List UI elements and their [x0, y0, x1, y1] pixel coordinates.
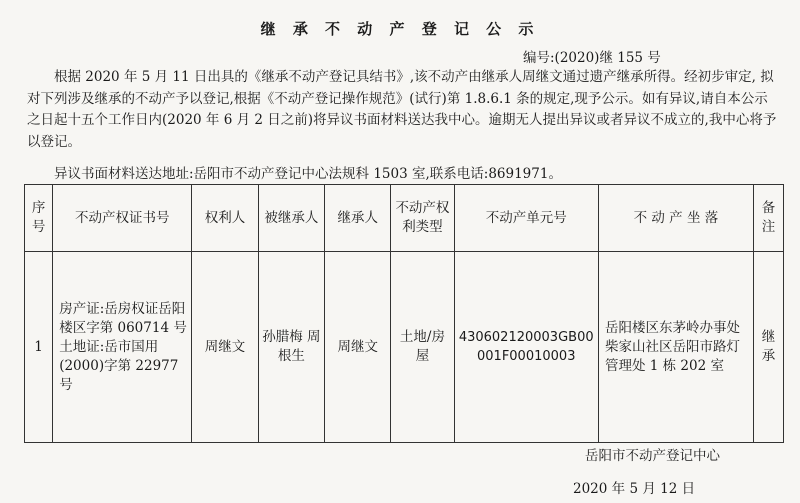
cell-right-type: 土地/房屋 — [391, 252, 454, 443]
cell-location: 岳阳楼区东茅岭办事处柴家山社区岳阳市路灯管理处 1 栋 202 室 — [598, 252, 753, 443]
table-row — [25, 252, 784, 443]
notice-title: 继 承 不 动 产 登 记 公 示 — [260, 20, 540, 38]
cell-holder: 周继文 — [192, 252, 258, 443]
notice-paragraph: 根据 2020 年 5 月 11 日出具的《继承不动产登记具结书》,该不动产由继承人周继文通过遗产继承所得。经初步审定, 拟对下列涉及继承的不动产予以登记,根据《不动产登记操作规范》(试行)第 1.8.6.1 条的规定,现予公示。如有异议,请自本公示之日起十五个工作日内(2020 年 6 月 2 日之前)将异议书面材料送达我中心。逾期无人提出异议或者异议不成立的,我中心将予以登记。 — [27, 69, 777, 150]
header-unit-no: 不动产单元号 — [454, 185, 598, 252]
objection-address: 异议书面材料送达地址:岳阳市不动产登记中心法规科 1503 室,联系电话:8691971。 — [54, 166, 562, 182]
cell-unit-no: 430602120003GB00001F00010003 — [454, 252, 598, 443]
header-right-type: 不动产权利类型 — [391, 185, 454, 252]
header-deceased: 被继承人 — [258, 185, 324, 252]
header-location: 不 动 产 坐 落 — [598, 185, 753, 252]
header-heir: 继承人 — [325, 185, 391, 252]
issuer-signature: 岳阳市不动产登记中心 — [585, 448, 720, 464]
cell-remark: 继承 — [753, 252, 783, 443]
table-header-row — [25, 185, 784, 252]
issue-date: 2020 年 5 月 12 日 — [573, 481, 696, 497]
header-holder: 权利人 — [192, 185, 258, 252]
document-number: 编号:(2020)继 155 号 — [523, 50, 661, 66]
cell-deceased: 孙腊梅 周根生 — [258, 252, 324, 443]
cell-heir: 周继文 — [325, 252, 391, 443]
header-remark: 备注 — [753, 185, 783, 252]
header-cert: 不动产权证书号 — [53, 185, 192, 252]
cell-cert: 房产证:岳房权证岳阳楼区字第 060714 号 土地证:岳市国用(2000)字第 22977 号 — [53, 252, 192, 443]
header-seq: 序号 — [25, 185, 53, 252]
cell-seq: 1 — [25, 252, 53, 443]
notice-body — [27, 67, 777, 153]
property-table — [24, 184, 784, 443]
